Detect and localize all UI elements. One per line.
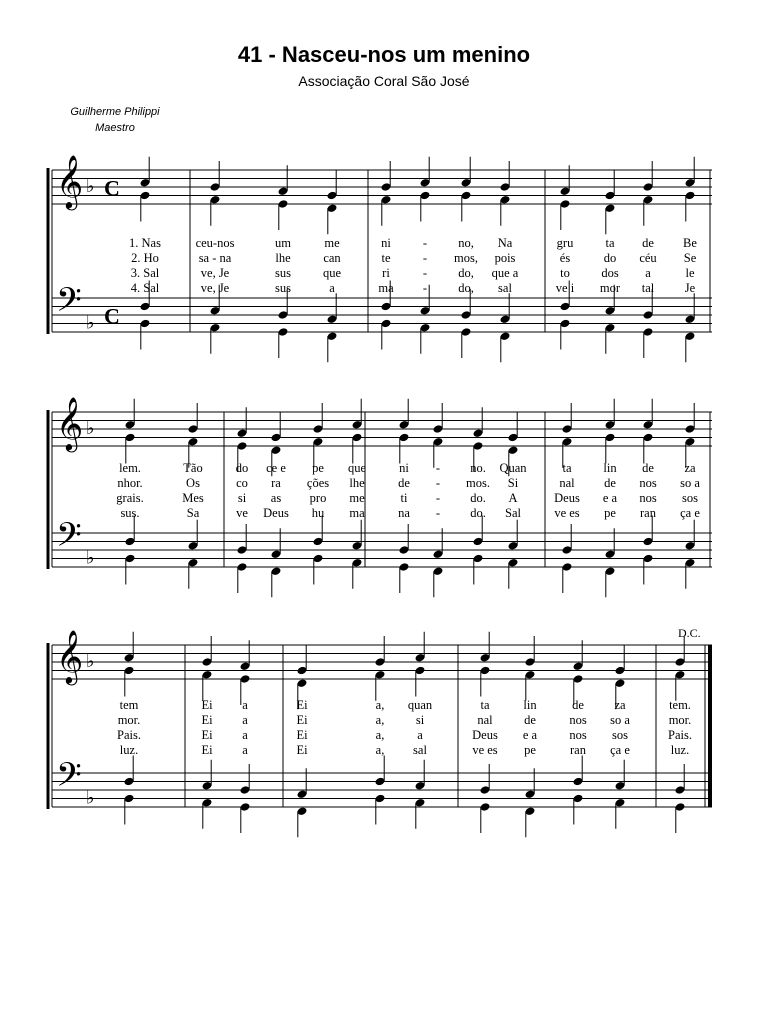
lyric-syllable: sus.: [120, 506, 140, 520]
lyric-syllable: do,: [458, 281, 474, 295]
bass-clef-icon: 𝄢: [56, 281, 82, 328]
lyric-syllable: Ei: [296, 743, 308, 757]
lyric-syllable: -: [435, 491, 441, 505]
lyric-syllable: so a: [680, 476, 700, 490]
lyric-syllable: do.: [470, 506, 486, 520]
final-bar-line: [708, 645, 712, 807]
lyric-syllable: Tão: [183, 461, 203, 475]
lyric-syllable: Si: [507, 476, 519, 490]
lyric-syllable: 3. Sal: [130, 266, 160, 280]
lyric-syllable: nhor.: [117, 476, 143, 490]
composer-name: Guilherme Philippi: [70, 106, 160, 118]
treble-clef-icon: 𝄞: [56, 154, 84, 209]
lyric-syllable: -: [435, 476, 441, 490]
flat-icon: ♭: [86, 176, 95, 198]
lyric-syllable: mos.: [466, 476, 490, 490]
lyric-syllable: te: [381, 251, 391, 265]
lyric-syllable: que: [347, 461, 367, 475]
lyric-syllable: a,: [375, 743, 385, 757]
lyric-syllable: que: [322, 266, 342, 280]
song-title: 41 - Nasceu-nos um menino: [237, 42, 531, 67]
lyric-syllable: de: [398, 476, 410, 490]
lyric-syllable: luz.: [119, 743, 139, 757]
flat-icon: ♭: [86, 312, 95, 334]
lyric-syllable: sos: [682, 491, 698, 505]
lyric-syllable: tem.: [669, 698, 691, 712]
lyric-syllable: Pais.: [668, 728, 692, 742]
lyric-syllable: do,: [458, 266, 474, 280]
da-capo-marking: D.C.: [678, 626, 701, 640]
lyric-syllable: a: [645, 266, 651, 280]
lyric-syllable: ri: [382, 266, 390, 280]
lyric-syllable: za: [614, 698, 626, 712]
lyric-syllable: a,: [375, 728, 385, 742]
lyric-syllable: Ei: [296, 698, 308, 712]
lyric-syllable: Ei: [201, 713, 213, 727]
lyric-syllable: sos: [612, 728, 628, 742]
lyric-syllable: Se: [683, 251, 697, 265]
lyric-syllable: Deus: [263, 506, 289, 520]
lyric-syllable: ve es: [554, 506, 580, 520]
lyric-syllable: A: [508, 491, 518, 505]
lyric-syllable: ve, Je: [200, 266, 230, 280]
lyric-syllable: a: [242, 713, 248, 727]
lyric-syllable: -: [435, 461, 441, 475]
flat-icon: ♭: [86, 547, 95, 569]
lyric-syllable: Na: [497, 236, 513, 250]
lyric-syllable: sus: [275, 266, 291, 280]
lyric-syllable: nal: [559, 476, 575, 490]
lyric-syllable: co: [236, 476, 248, 490]
lyric-syllable: mor.: [668, 713, 692, 727]
lyric-syllable: nos: [639, 476, 657, 490]
bass-clef-icon: 𝄢: [56, 516, 82, 563]
music-system-1: [48, 154, 712, 362]
lyric-syllable: ta: [480, 698, 490, 712]
lyric-syllable: sal: [413, 743, 427, 757]
lyric-syllable: e a: [602, 491, 618, 505]
flat-icon: ♭: [86, 787, 95, 809]
lyric-syllable: dos: [601, 266, 619, 280]
treble-clef-icon: 𝄞: [56, 396, 84, 451]
time-signature: C: [104, 175, 120, 201]
lyric-syllable: no,: [458, 236, 474, 250]
lyric-syllable: hu: [311, 506, 325, 520]
lyric-syllable: do.: [470, 491, 486, 505]
lyric-syllable: e a: [522, 728, 538, 742]
lyric-syllable: Pais.: [117, 728, 141, 742]
music-system-3: [48, 629, 712, 837]
lyric-syllable: me: [349, 491, 365, 505]
lyric-syllable: mor: [599, 281, 621, 295]
lyric-syllable: si: [237, 491, 247, 505]
lyric-syllable: a: [417, 728, 423, 742]
lyric-syllable: ra: [271, 476, 281, 490]
lyric-syllable: és: [559, 251, 571, 265]
lyric-syllable: ni: [399, 461, 409, 475]
lyric-syllable: a,: [375, 698, 385, 712]
lyric-syllable: can: [323, 251, 341, 265]
lyric-syllable: luz.: [670, 743, 690, 757]
lyric-syllable: a,: [375, 713, 385, 727]
lyric-syllable: tal: [641, 281, 655, 295]
lyric-syllable: mor.: [117, 713, 141, 727]
lyric-syllable: ve es: [472, 743, 498, 757]
lyric-syllable: sa - na: [198, 251, 232, 265]
lyric-syllable: do: [235, 461, 249, 475]
lyric-syllable: um: [275, 236, 291, 250]
lyric-syllable: ceu-nos: [195, 236, 235, 250]
lyric-syllable: -: [435, 506, 441, 520]
lyric-syllable: ções: [306, 476, 330, 490]
lyric-syllable: Mes: [182, 491, 204, 505]
lyric-syllable: gru: [556, 236, 574, 250]
lyric-syllable: Be: [683, 236, 697, 250]
lyric-syllable: mos,: [454, 251, 478, 265]
lyric-syllable: Deus: [554, 491, 580, 505]
lyric-syllable: sal: [498, 281, 512, 295]
lyric-syllable: ve: [236, 506, 248, 520]
lyric-syllable: ran: [640, 506, 656, 520]
lyric-syllable: Ei: [296, 728, 308, 742]
lyric-syllable: za: [684, 461, 696, 475]
time-signature: C: [104, 303, 120, 329]
lyric-syllable: a: [329, 281, 335, 295]
lyric-syllable: lem.: [119, 461, 141, 475]
treble-clef-icon: 𝄞: [56, 629, 84, 684]
lyric-syllable: ni: [381, 236, 391, 250]
lyric-syllable: sus: [275, 281, 291, 295]
lyric-syllable: 1. Nas: [129, 236, 161, 250]
lyric-syllable: nos: [569, 728, 587, 742]
lyric-syllable: Ei: [296, 713, 308, 727]
lyric-syllable: Ei: [201, 743, 213, 757]
lyric-syllable: nos: [639, 491, 657, 505]
lyric-syllable: lin: [603, 461, 617, 475]
flat-icon: ♭: [86, 651, 95, 673]
lyric-syllable: Je: [684, 281, 696, 295]
lyric-syllable: Sal: [505, 506, 521, 520]
lyric-syllable: -: [422, 251, 428, 265]
lyric-syllable: as: [270, 491, 282, 505]
lyric-syllable: de: [604, 476, 616, 490]
music-system-2: [48, 396, 712, 597]
lyric-syllable: Os: [186, 476, 200, 490]
lyric-syllable: -: [422, 236, 428, 250]
lyric-syllable: de: [572, 698, 584, 712]
choir-name: Associação Coral São José: [298, 73, 470, 89]
lyric-syllable: pois: [494, 251, 516, 265]
lyric-syllable: so a: [610, 713, 630, 727]
lyric-syllable: -: [422, 266, 428, 280]
lyric-syllable: ce e: [266, 461, 286, 475]
lyric-syllable: Sa: [186, 506, 200, 520]
lyric-syllable: ti: [400, 491, 408, 505]
lyric-syllable: de: [642, 461, 654, 475]
lyric-syllable: lin: [523, 698, 537, 712]
lyric-syllable: tem: [119, 698, 139, 712]
lyric-syllable: na: [398, 506, 410, 520]
lyric-syllable: Quan: [499, 461, 527, 475]
lyric-syllable: lhe: [349, 476, 365, 490]
lyric-syllable: Ei: [201, 698, 213, 712]
lyric-syllable: no.: [470, 461, 486, 475]
lyric-syllable: ma: [378, 281, 394, 295]
composer-role: Maestro: [95, 122, 135, 134]
lyric-syllable: ça e: [610, 743, 630, 757]
lyric-syllable: que a: [491, 266, 519, 280]
lyric-syllable: a: [242, 698, 248, 712]
lyric-syllable: pe: [604, 506, 616, 520]
lyric-syllable: pro: [309, 491, 327, 505]
lyric-syllable: ma: [349, 506, 365, 520]
lyric-syllable: ve i: [555, 281, 575, 295]
lyric-syllable: ta: [605, 236, 615, 250]
bass-clef-icon: 𝄢: [56, 756, 82, 803]
lyric-syllable: to: [560, 266, 570, 280]
lyric-syllable: Ei: [201, 728, 213, 742]
lyric-syllable: ve, Je: [200, 281, 230, 295]
lyric-syllable: ran: [570, 743, 586, 757]
lyric-syllable: 2. Ho: [131, 251, 159, 265]
lyric-syllable: a: [242, 743, 248, 757]
lyric-syllable: nal: [477, 713, 493, 727]
lyric-syllable: si: [415, 713, 425, 727]
lyric-syllable: pe: [312, 461, 324, 475]
lyric-syllable: le: [685, 266, 695, 280]
lyric-syllable: -: [422, 281, 428, 295]
lyric-syllable: lhe: [275, 251, 291, 265]
lyric-syllable: de: [524, 713, 536, 727]
lyric-syllable: de: [642, 236, 654, 250]
lyric-syllable: 4. Sal: [130, 281, 160, 295]
lyric-syllable: a: [242, 728, 248, 742]
lyric-syllable: ça e: [680, 506, 700, 520]
lyric-syllable: ta: [562, 461, 572, 475]
lyric-syllable: me: [324, 236, 340, 250]
lyric-syllable: nos: [569, 713, 587, 727]
lyric-syllable: grais.: [116, 491, 144, 505]
lyric-syllable: pe: [524, 743, 536, 757]
lyric-syllable: quan: [407, 698, 433, 712]
flat-icon: ♭: [86, 418, 95, 440]
lyric-syllable: céu: [639, 251, 657, 265]
lyric-syllable: Deus: [472, 728, 498, 742]
lyric-syllable: do: [603, 251, 617, 265]
